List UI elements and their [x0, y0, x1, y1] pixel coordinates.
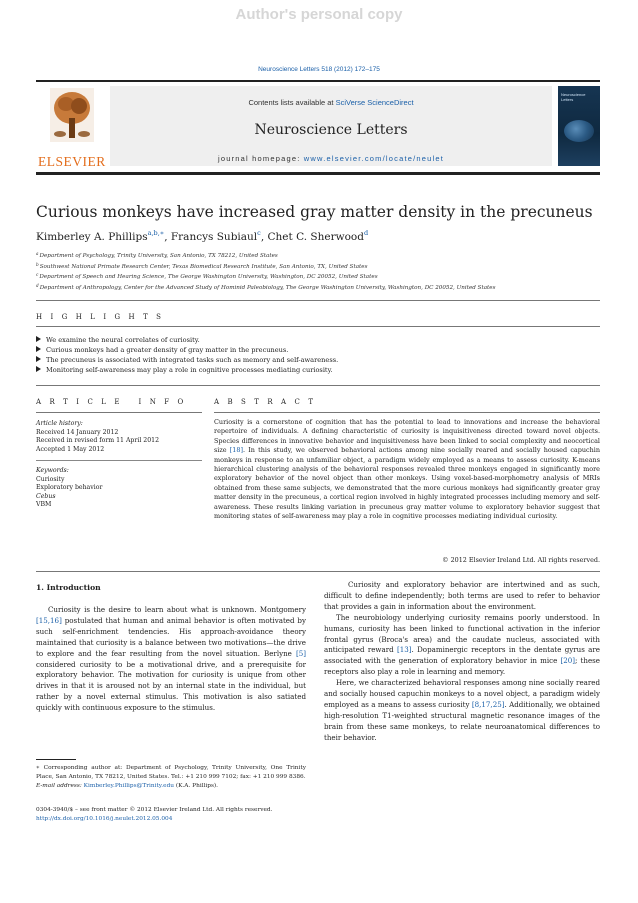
author-separator: , — [164, 231, 171, 243]
history-item: Received in revised form 11 April 2012 — [36, 437, 160, 444]
issn-block — [36, 806, 316, 824]
divider — [36, 412, 202, 413]
highlight-item — [36, 365, 596, 375]
affiliation-text: Department of Speech and Hearing Science, The George Washington University, Washington, DC 20052, United States — [39, 274, 378, 281]
email-link[interactable]: Kimberley.Phillips@Trinity.edu — [83, 783, 175, 790]
divider — [214, 412, 600, 413]
history-item: Accepted 1 May 2012 — [36, 445, 105, 453]
reference-link[interactable]: [8,17,25] — [471, 699, 505, 709]
abstract-text — [214, 418, 600, 521]
paragraph-text: Here, we characterized behavioral responses among nine socially reared and socially housed capuchin monkeys to a novel object, a paradigm widely employed as a means to assess curiosity — [324, 678, 600, 709]
footnote-email — [36, 782, 306, 791]
paragraph: Curiosity and exploratory behavior are intertwined and as such, difficult to define independently; both terms are used to refer to behavior that provides a gain in information about the environment. — [324, 580, 600, 611]
highlight-item — [36, 345, 596, 355]
reference-link[interactable]: [20] — [560, 656, 575, 666]
paragraph-text: considered curiosity to be a motivational drive, and a prerequisite for exploratory behavior. The motivation for curiosity is unique from other drives in that it is aroused not by an internal state in the individual, but rather by a novel external stimulus. This motivation is also satiated quickly with continuous exposure to the stimulus. — [36, 659, 306, 713]
affiliation — [36, 250, 606, 261]
author-name: Francys Subiaul — [170, 231, 258, 243]
keyword: Curiosity — [36, 475, 65, 483]
contents-line — [110, 98, 552, 107]
keyword: Exploratory behavior — [36, 484, 103, 491]
article-info — [36, 420, 202, 510]
history-label: Article history: — [36, 420, 83, 427]
elsevier-tree-icon — [50, 88, 94, 142]
masthead-band — [110, 86, 552, 166]
history-item: Received 14 January 2012 — [36, 428, 119, 436]
journal-masthead — [36, 80, 600, 172]
divider — [36, 571, 600, 572]
paragraph — [324, 613, 600, 678]
divider — [36, 300, 600, 301]
masthead-top-rule — [36, 80, 600, 82]
cover-title: Neuroscience Letters — [561, 92, 586, 102]
affiliation — [36, 271, 606, 282]
bullet-triangle-icon — [36, 356, 41, 362]
paragraph-text: . Dopaminergic receptors in the dentate gyrus are associated with the generation of exploratory behavior in mice — [324, 645, 600, 666]
abstract-heading: A B S T R A C T — [214, 398, 317, 406]
email-label: E-mail address: — [36, 783, 84, 790]
keyword: Cebus — [36, 492, 56, 500]
paragraph-text: Curiosity is the desire to learn about what is unknown. Montgomery — [48, 605, 306, 614]
highlight-item — [36, 355, 596, 365]
divider — [36, 460, 202, 461]
keyword: VBM — [36, 501, 52, 508]
highlight-text: The precuneus is associated with integrated tasks such as memory and self-awareness. — [46, 356, 339, 364]
homepage-link[interactable]: www.elsevier.com/locate/neulet — [303, 154, 445, 163]
highlight-item — [36, 335, 596, 345]
masthead-bottom-rule — [36, 172, 600, 175]
bullet-triangle-icon — [36, 336, 41, 342]
affiliation-text: Department of Psychology, Trinity University, San Antonio, TX 78212, United States — [39, 253, 278, 259]
copyright-notice: © 2012 Elsevier Ireland Ltd. All rights reserved. — [442, 556, 600, 564]
footnote-text: ∗ Corresponding author at: Department of Psychology, Trinity University, One Trinity Place, San Antonio, TX 78212, United States. Tel.: +1 210 999 7102; fax: +1 210 999 8386. — [36, 765, 306, 781]
doi-link[interactable]: http://dx.doi.org/10.1016/j.neulet.2012.05.004 — [36, 816, 173, 823]
highlights-heading: H I G H L I G H T S — [36, 313, 165, 321]
body-column-left — [36, 605, 306, 714]
affiliation — [36, 261, 606, 272]
divider — [36, 326, 600, 327]
email-suffix: (K.A. Phillips). — [174, 783, 219, 790]
affiliation-text: Southwest National Primate Research Center, Texas Biomedical Research Institute, San Antonio, TX, United States — [39, 263, 368, 270]
body-column-right — [324, 580, 600, 744]
journal-cover-image — [558, 86, 600, 166]
bullet-triangle-icon — [36, 366, 41, 372]
affiliation — [36, 282, 606, 293]
elsevier-wordmark: ELSEVIER — [38, 154, 106, 169]
affiliation-mark: c — [36, 272, 39, 278]
reference-link[interactable]: [5] — [295, 648, 306, 658]
affiliation-mark: d — [36, 282, 39, 288]
author-list — [36, 229, 606, 243]
author-name: Kimberley A. Phillips — [36, 231, 148, 243]
journal-citation[interactable]: Neuroscience Letters 518 (2012) 172–175 — [258, 66, 380, 73]
contents-prefix: Contents lists available at — [248, 98, 336, 107]
reference-link[interactable]: [15,16] — [36, 615, 62, 625]
highlight-text: Curious monkeys had a greater density of gray matter in the precuneus. — [46, 346, 289, 354]
issn-line: 0304-3940/$ – see front matter © 2012 Elsevier Ireland Ltd. All rights reserved. — [36, 807, 273, 813]
highlight-text: We examine the neural correlates of curiosity. — [46, 336, 200, 344]
author-separator: , — [260, 231, 268, 243]
paragraph-text: postulated that human and animal behavior is often motivated by such self-enrichment tendencies. His approach-avoidance theory maintained that curiosity is a balance between two motivations—the drive to explore and the fear resulting from the novel situation. Berlyne — [36, 615, 306, 658]
paragraph — [324, 678, 600, 743]
reference-link[interactable]: [18] — [229, 446, 243, 455]
paragraph-text: . Additionally, we obtained high-resolution T1-weighted structural magnetic resonance images of the brain from these same monkeys, to relate neuroanatomical differences to their behavior. — [324, 699, 600, 742]
footnote-rule — [36, 759, 76, 760]
article-info-heading: A R T I C L E I N F O — [36, 398, 187, 406]
author-name: Chet C. Sherwood — [267, 231, 364, 243]
affiliation-mark: b — [36, 261, 39, 267]
affiliation-mark: a — [36, 251, 39, 256]
paragraph-text: ; these receptors also play a role in learning and memory. — [324, 656, 600, 677]
sciencedirect-link[interactable]: SciVerse ScienceDirect — [335, 98, 414, 107]
author-affiliation-mark[interactable]: d — [363, 229, 369, 237]
divider — [36, 385, 600, 386]
reference-link[interactable]: [13] — [396, 645, 412, 655]
affiliation-text: Department of Anthropology, Center for the Advanced Study of Hominid Paleobiology, The George Washington University, Washington, DC 20052, United States — [39, 284, 496, 291]
journal-homepage — [110, 154, 552, 163]
abstract-part: Curiosity is a cornerstone of cognition that has the potential to lead to innovations and increase the behavioral repertoire of individuals. A defining characteristic of curiosity is inquisitiveness directed toward novel objects. Species differences in innovative behavior and inquisitiveness have been linked to social complexity and neocortical size — [214, 418, 600, 455]
paragraph — [36, 605, 306, 714]
highlights-list — [36, 335, 596, 375]
highlight-text: Monitoring self-awareness may play a role in cognitive processes mediating curiosity. — [46, 366, 333, 374]
bullet-triangle-icon — [36, 346, 41, 352]
paragraph-text: The neurobiology underlying curiosity remains poorly understood. In humans, curiosity has been linked to functional activation in the inferior frontal gyrus (Broca's area) and the caudate nucleus, associated with anticipated reward — [324, 612, 600, 655]
keywords-label: Keywords: — [36, 467, 69, 474]
author-affiliation-mark[interactable]: a,b,∗ — [147, 229, 165, 237]
abstract-part: . In this study, we observed behavioral actions among nine socially reared and socially housed capuchin monkeys in response to an unfamiliar object, a paradigm widely employed as a means to assess curiosity. K-means hierarchical clustering analysis of the behavioral responses revealed three monkeys engaged in significantly more exploratory behavior of the novel object than other monkeys. Using voxel-based-morphometry analysis of MRIs obtained from these same subjects, we demonstrated that the more curious monkeys had significantly greater gray matter density in the precuneus, a cortical region involved in highly integrated processes including memory and self-awareness. These results linking variation in precuneus gray matter volume to exploratory behavior suggest that monitoring states of self-awareness may play a role in cognitive processes mediating individual curiosity. — [214, 446, 600, 521]
cover-brain-image — [564, 120, 594, 142]
journal-title: Neuroscience Letters — [254, 122, 408, 138]
elsevier-logo — [38, 88, 104, 168]
footnote — [36, 764, 306, 792]
section-heading: 1. Introduction — [36, 583, 101, 592]
homepage-prefix: journal homepage: — [217, 154, 304, 163]
article-title: Curious monkeys have increased gray matter density in the precuneus — [36, 203, 593, 221]
affiliation-list — [36, 250, 606, 292]
author-affiliation-mark[interactable]: c — [257, 229, 261, 237]
watermark: Author's personal copy — [235, 6, 403, 23]
